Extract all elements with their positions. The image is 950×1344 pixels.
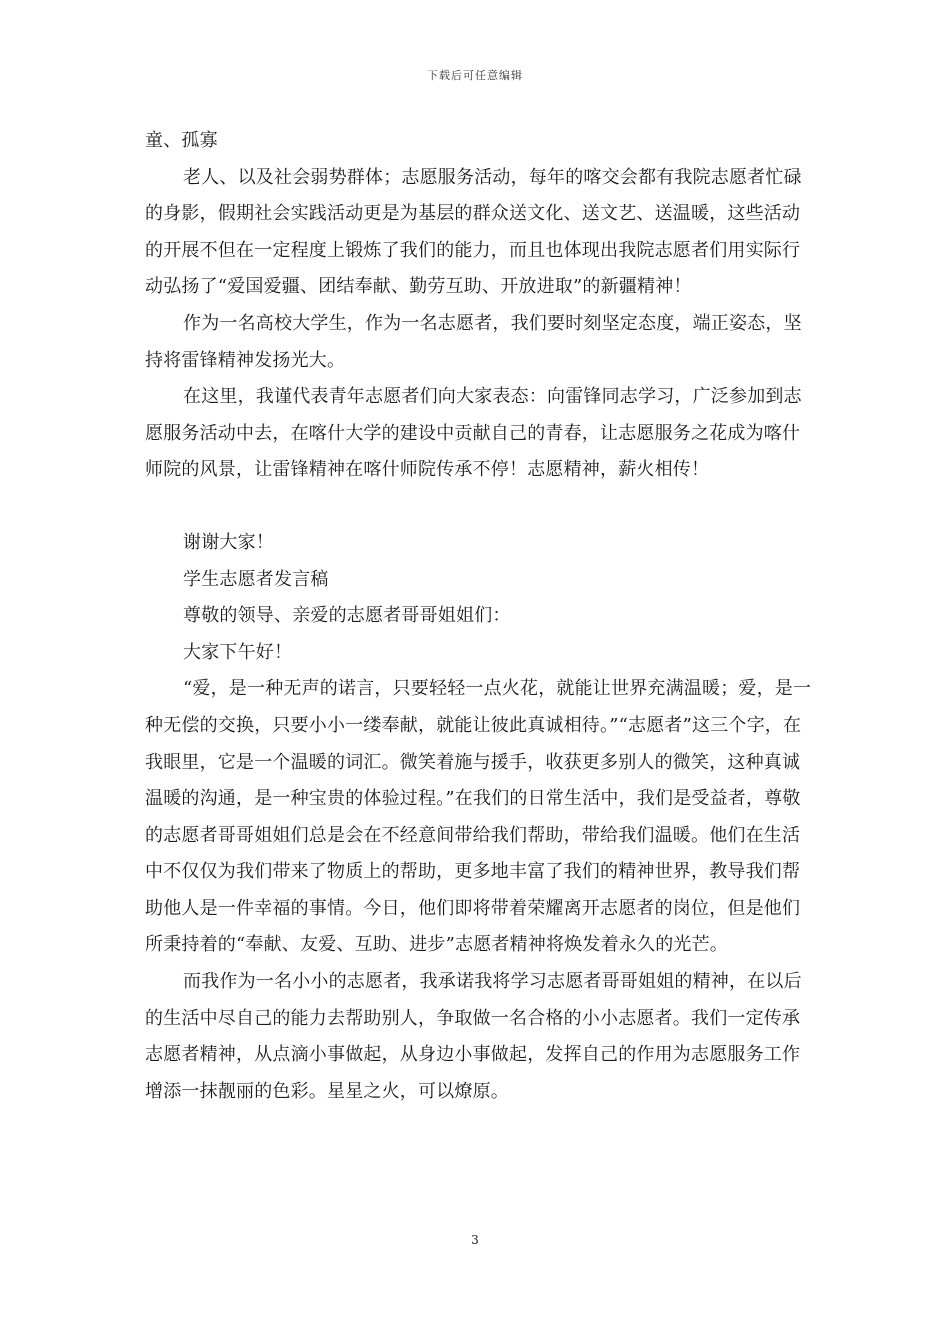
paragraph-statement: 在这里，我谨代表青年志愿者们向大家表态：向雷锋同志学习，广泛参加到志愿服务活动中去，在喀什大学的建设中贡献自己的青春，让志愿服务之花成为喀什师院的风景，让雷锋精神在喀什师院传承不停！志愿精神，薪火相传！ bbox=[145, 386, 802, 481]
paragraph-promise: 而我作为一名小小的志愿者，我承诺我将学习志愿者哥哥姐姐的精神，在以后的生活中尽自己的能力去帮助别人，争取做一名合格的小小志愿者。我们一定传承志愿者精神，从点滴小事做起，从身边小事做起，发挥自己的作用为志愿服务工作增添一抹靓丽的色彩。星星之火，可以燎原。 bbox=[145, 971, 802, 1102]
speech-title: 学生志愿者发言稿 bbox=[183, 568, 329, 590]
document-body bbox=[145, 123, 815, 1110]
blank-line bbox=[145, 489, 815, 525]
speech-salutation: 尊敬的领导、亲爱的志愿者哥哥姐姐们： bbox=[183, 605, 511, 627]
page-number: 3 bbox=[471, 1233, 479, 1247]
paragraph-thanks: 谢谢大家！ bbox=[183, 531, 274, 553]
paragraph-love-quote: “爱，是一种无声的诺言，只要轻轻一点火花，就能让世界充满温暖；爱，是一种无偿的交换，只要小小一缕奉献，就能让彼此真诚相待。”“志愿者”这三个字，在我眼里，它是一个温暖的词汇。微笑着施与援手，收获更多别人的微笑，这种真诚温暖的沟通，是一种宝贵的体验过程。”在我们的日常生活中，我们是受益者，尊敬的志愿者哥哥姐姐们总是会在不经意间带给我们帮助，带给我们温暖。他们在生活中不仅仅为我们带来了物质上的帮助，更多地丰富了我们的精神世界，教导我们帮助他人是一件幸福的事情。今日，他们即将带着荣耀离开志愿者的岗位，但是他们所秉持着的“奉献、友爱、互助、进步”志愿者精神将焕发着永久的光芒。 bbox=[145, 678, 812, 956]
speech-greeting: 大家下午好！ bbox=[183, 641, 293, 663]
paragraph-student-pledge: 作为一名高校大学生，作为一名志愿者，我们要时刻坚定态度，端正姿态，坚持将雷锋精神发扬光大。 bbox=[145, 312, 802, 371]
paragraph-volunteer-activities: 老人、以及社会弱势群体；志愿服务活动，每年的喀交会都有我院志愿者忙碌的身影，假期社会实践活动更是为基层的群众送文化、送文艺、送温暖，这些活动的开展不但在一定程度上锻炼了我们的能力，而且也体现出我院志愿者们用实际行动弘扬了“爱国爱疆、团结奉献、勤劳互助、开放进取”的新疆精神！ bbox=[145, 166, 802, 298]
page-header: 下载后可任意编辑 bbox=[427, 69, 523, 82]
paragraph-continued: 童、孤寡 bbox=[145, 130, 218, 151]
